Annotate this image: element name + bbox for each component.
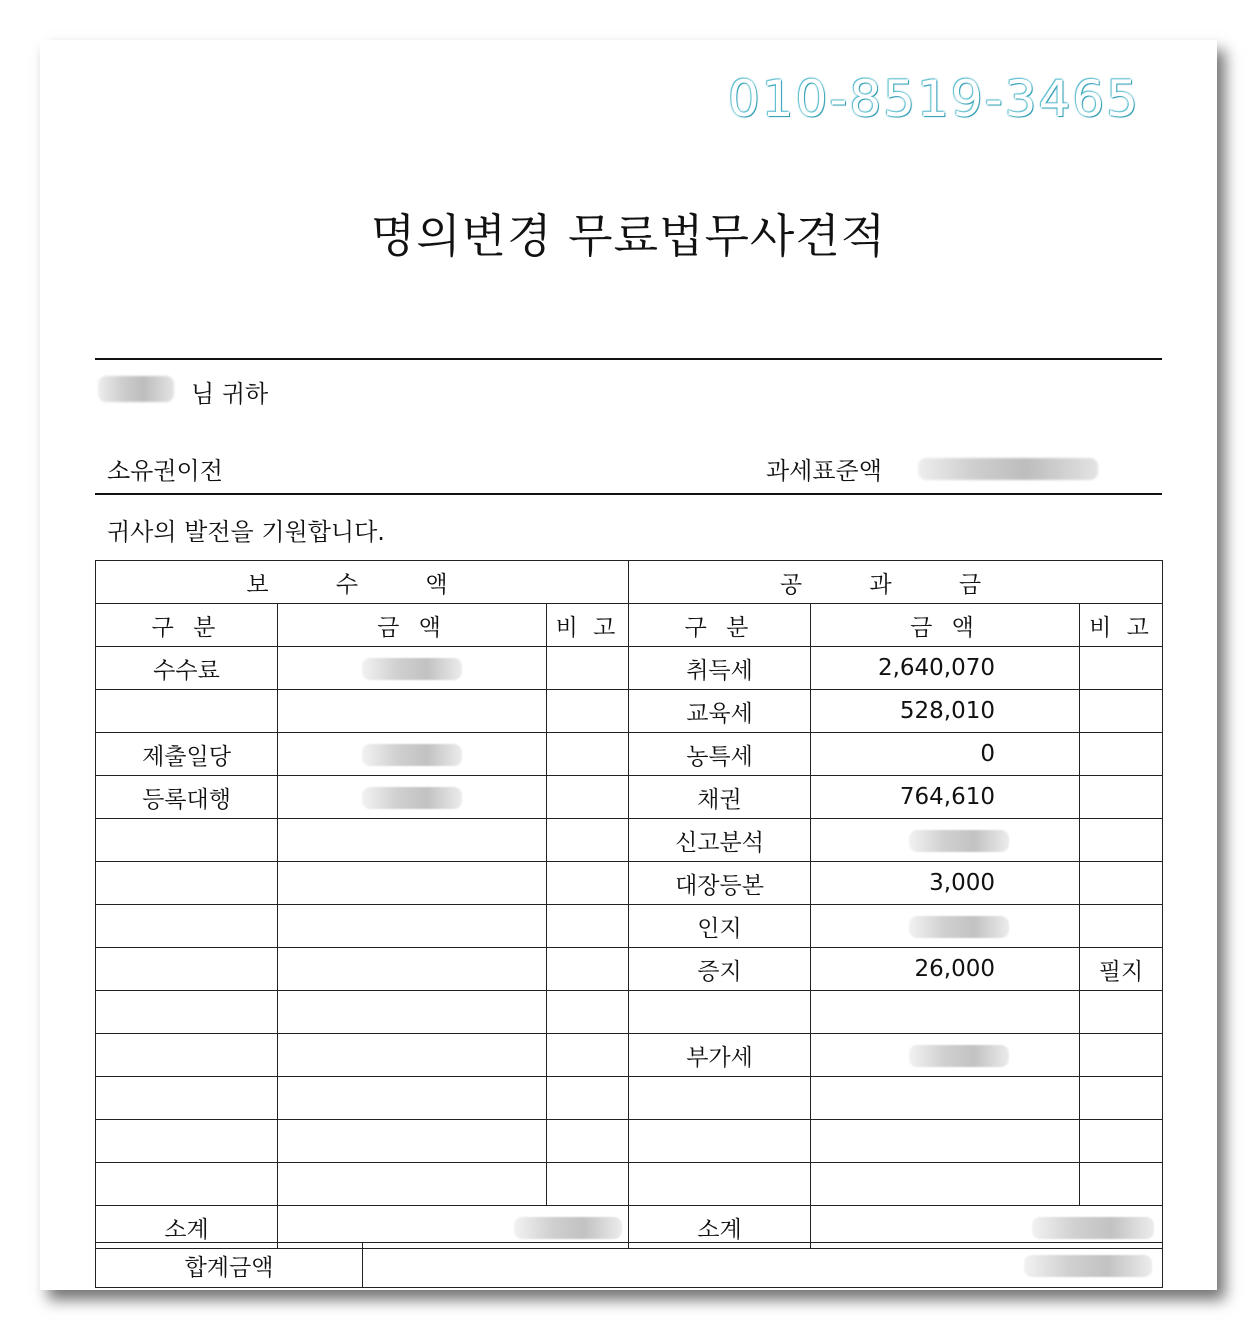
fee-item: [96, 690, 278, 733]
fee-note: [547, 991, 629, 1034]
top-divider: [95, 358, 1162, 360]
redacted-amount: [909, 1045, 1009, 1067]
fee-amount: [278, 1034, 547, 1077]
public-amount: 26,000: [811, 948, 1080, 991]
fee-amount: [278, 905, 547, 948]
redacted-amount: [1024, 1255, 1152, 1277]
estimate-table: [95, 560, 1163, 1249]
public-item: [629, 1163, 811, 1206]
fee-item: 제출일당: [96, 733, 278, 776]
table-row: [96, 1077, 1163, 1120]
fee-note: [547, 948, 629, 991]
public-item: 취득세: [629, 647, 811, 690]
public-note: [1080, 776, 1163, 819]
fee-note: [547, 776, 629, 819]
public-section-header: 공 과 금: [629, 561, 1163, 604]
fee-item: 등록대행: [96, 776, 278, 819]
public-amount: [811, 1163, 1080, 1206]
table-row: [96, 1034, 1163, 1077]
recipient-name-redacted: [98, 376, 174, 402]
fee-item: [96, 1120, 278, 1163]
fee-item: 수수료: [96, 647, 278, 690]
fee-amount: [278, 948, 547, 991]
recipient-suffix: 님 귀하: [191, 380, 269, 408]
fee-note: [547, 647, 629, 690]
fee-note: [547, 1034, 629, 1077]
public-amount: [811, 1034, 1080, 1077]
fee-amount: [278, 1120, 547, 1163]
fee-section-header: 보 수 액: [96, 561, 629, 604]
redacted-amount: [909, 916, 1009, 938]
fee-item: [96, 862, 278, 905]
public-note: [1080, 905, 1163, 948]
tax-base-label: 과세표준액: [766, 457, 882, 485]
public-note: [1080, 1120, 1163, 1163]
public-item: 교육세: [629, 690, 811, 733]
public-amount: [811, 1120, 1080, 1163]
fee-amount: [278, 862, 547, 905]
transfer-type: 소유권이전: [107, 457, 223, 485]
fee-note-header: 비 고: [547, 604, 629, 647]
fee-note: [547, 905, 629, 948]
public-subtotal-label: 소계: [629, 1206, 811, 1249]
fee-note: [547, 733, 629, 776]
public-note: 필지: [1080, 948, 1163, 991]
fee-note: [547, 819, 629, 862]
public-note: [1080, 1077, 1163, 1120]
public-item: 신고분석: [629, 819, 811, 862]
public-amount: [811, 1077, 1080, 1120]
tax-base-redacted: [918, 458, 1098, 480]
table-row: [96, 733, 1163, 776]
fee-amount: [278, 1077, 547, 1120]
public-amount: 0: [811, 733, 1080, 776]
fee-note: [547, 1163, 629, 1206]
fee-item: [96, 1077, 278, 1120]
fee-amount: [278, 991, 547, 1034]
fee-item: [96, 819, 278, 862]
total-row: [96, 1243, 1163, 1288]
redacted-amount: [362, 787, 462, 809]
table-row: [96, 991, 1163, 1034]
public-amount: 528,010: [811, 690, 1080, 733]
total-label: 합계금액: [96, 1243, 363, 1288]
table-row: [96, 948, 1163, 991]
greeting: 귀사의 발전을 기원합니다.: [107, 518, 385, 546]
fee-note: [547, 862, 629, 905]
fee-amount: [278, 647, 547, 690]
subtotal-total-table: [95, 1242, 1163, 1288]
fee-amount: [278, 819, 547, 862]
phone-number-watermark: 010-8519-3465: [728, 70, 1141, 128]
table-row: [96, 862, 1163, 905]
fee-amount: [278, 1163, 547, 1206]
document-title: 명의변경 무료법무사견적: [370, 209, 887, 263]
redacted-amount: [1032, 1217, 1154, 1239]
fee-item: [96, 1163, 278, 1206]
public-note: [1080, 647, 1163, 690]
redacted-amount: [362, 658, 462, 680]
table-row: [96, 819, 1163, 862]
public-item: [629, 1120, 811, 1163]
public-item: 부가세: [629, 1034, 811, 1077]
public-amount-header: 금 액: [811, 604, 1080, 647]
public-item: 대장등본: [629, 862, 811, 905]
fee-item: [96, 948, 278, 991]
fee-amount: [278, 776, 547, 819]
public-item: [629, 1077, 811, 1120]
public-category-header: 구 분: [629, 604, 811, 647]
public-note: [1080, 1034, 1163, 1077]
public-item: 채권: [629, 776, 811, 819]
redacted-amount: [514, 1217, 622, 1239]
table-row: [96, 1163, 1163, 1206]
public-amount: 3,000: [811, 862, 1080, 905]
public-note: [1080, 862, 1163, 905]
public-item: 농특세: [629, 733, 811, 776]
redacted-amount: [362, 744, 462, 766]
table-row: [96, 647, 1163, 690]
public-item: [629, 991, 811, 1034]
public-item: 인지: [629, 905, 811, 948]
public-amount: [811, 991, 1080, 1034]
public-amount: 2,640,070: [811, 647, 1080, 690]
public-amount: [811, 905, 1080, 948]
fee-subtotal-label: 소계: [96, 1206, 278, 1249]
table-row: [96, 776, 1163, 819]
public-note: [1080, 1163, 1163, 1206]
fee-note: [547, 690, 629, 733]
redacted-amount: [909, 830, 1009, 852]
fee-note: [547, 1077, 629, 1120]
fee-item: [96, 1034, 278, 1077]
middle-divider: [95, 493, 1162, 495]
total-amount: [363, 1243, 1163, 1288]
public-note: [1080, 991, 1163, 1034]
fee-item: [96, 905, 278, 948]
table-row: [96, 690, 1163, 733]
fee-item: [96, 991, 278, 1034]
fee-amount: [278, 733, 547, 776]
fee-amount-header: 금 액: [278, 604, 547, 647]
public-note-header: 비 고: [1080, 604, 1163, 647]
public-note: [1080, 690, 1163, 733]
table-row: [96, 1120, 1163, 1163]
public-note: [1080, 733, 1163, 776]
table-row: [96, 905, 1163, 948]
fee-note: [547, 1120, 629, 1163]
fee-amount: [278, 690, 547, 733]
public-item: 증지: [629, 948, 811, 991]
public-amount: 764,610: [811, 776, 1080, 819]
public-note: [1080, 819, 1163, 862]
public-amount: [811, 819, 1080, 862]
fee-category-header: 구 분: [96, 604, 278, 647]
